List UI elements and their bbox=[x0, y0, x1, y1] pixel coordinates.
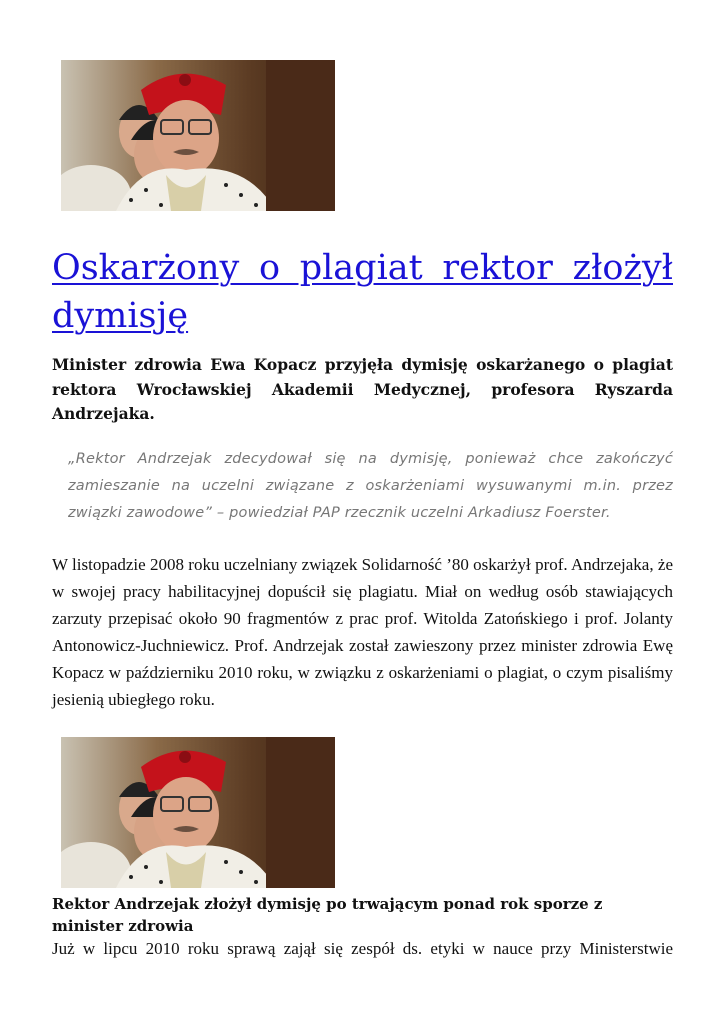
article-quote: „Rektor Andrzejak zdecydował się na dymisję, ponieważ chce zakończyć zamieszanie na uczelni związane z oskarżeniami wysuwanymi m.in. przez związki zawodowe” – powiedział PAP rzecznik uczelni Arkadiusz Foerster. bbox=[68, 451, 673, 521]
article-title bbox=[52, 244, 673, 340]
article-subheading: Rektor Andrzejak złożył dymisję po trwającym ponad rok sporze z minister zdrowia bbox=[52, 895, 603, 935]
article-second-paragraph: Już w lipcu 2010 roku sprawą zajął się zespół ds. etyki w nauce przy Ministerstwie bbox=[52, 939, 673, 958]
article-body: W listopadzie 2008 roku uczelniany związek Solidarność ’80 oskarżył prof. Andrzejaka, że w swojej pracy habilitacyjnej dopuścił się plagiatu. Miał on według osób stawiających zarzuty przepisać około 90 fragmentów z prac prof. Witolda Zatońskiego i prof. Jolanty Antonowicz-Juchniewicz. Prof. Andrzejak został zawieszony przez minister zdrowia Ewę Kopacz w październiku 2010 roku, w związku z oskarżeniami o plagiat, o czym pisaliśmy jesienią ubiegłego roku. bbox=[52, 555, 673, 709]
portrait-photo-icon bbox=[61, 60, 335, 211]
article-title-link[interactable]: Oskarżony o plagiat rektor złożył dymisję bbox=[52, 248, 673, 336]
article-photo-bottom bbox=[61, 737, 335, 888]
article-photo-top bbox=[61, 60, 335, 211]
portrait-photo-icon bbox=[61, 737, 335, 888]
article-lead: Minister zdrowia Ewa Kopacz przyjęła dymisję oskarżanego o plagiat rektora Wrocławskiej Akademii Medycznej, profesora Ryszarda Andrzejaka. bbox=[52, 355, 673, 423]
